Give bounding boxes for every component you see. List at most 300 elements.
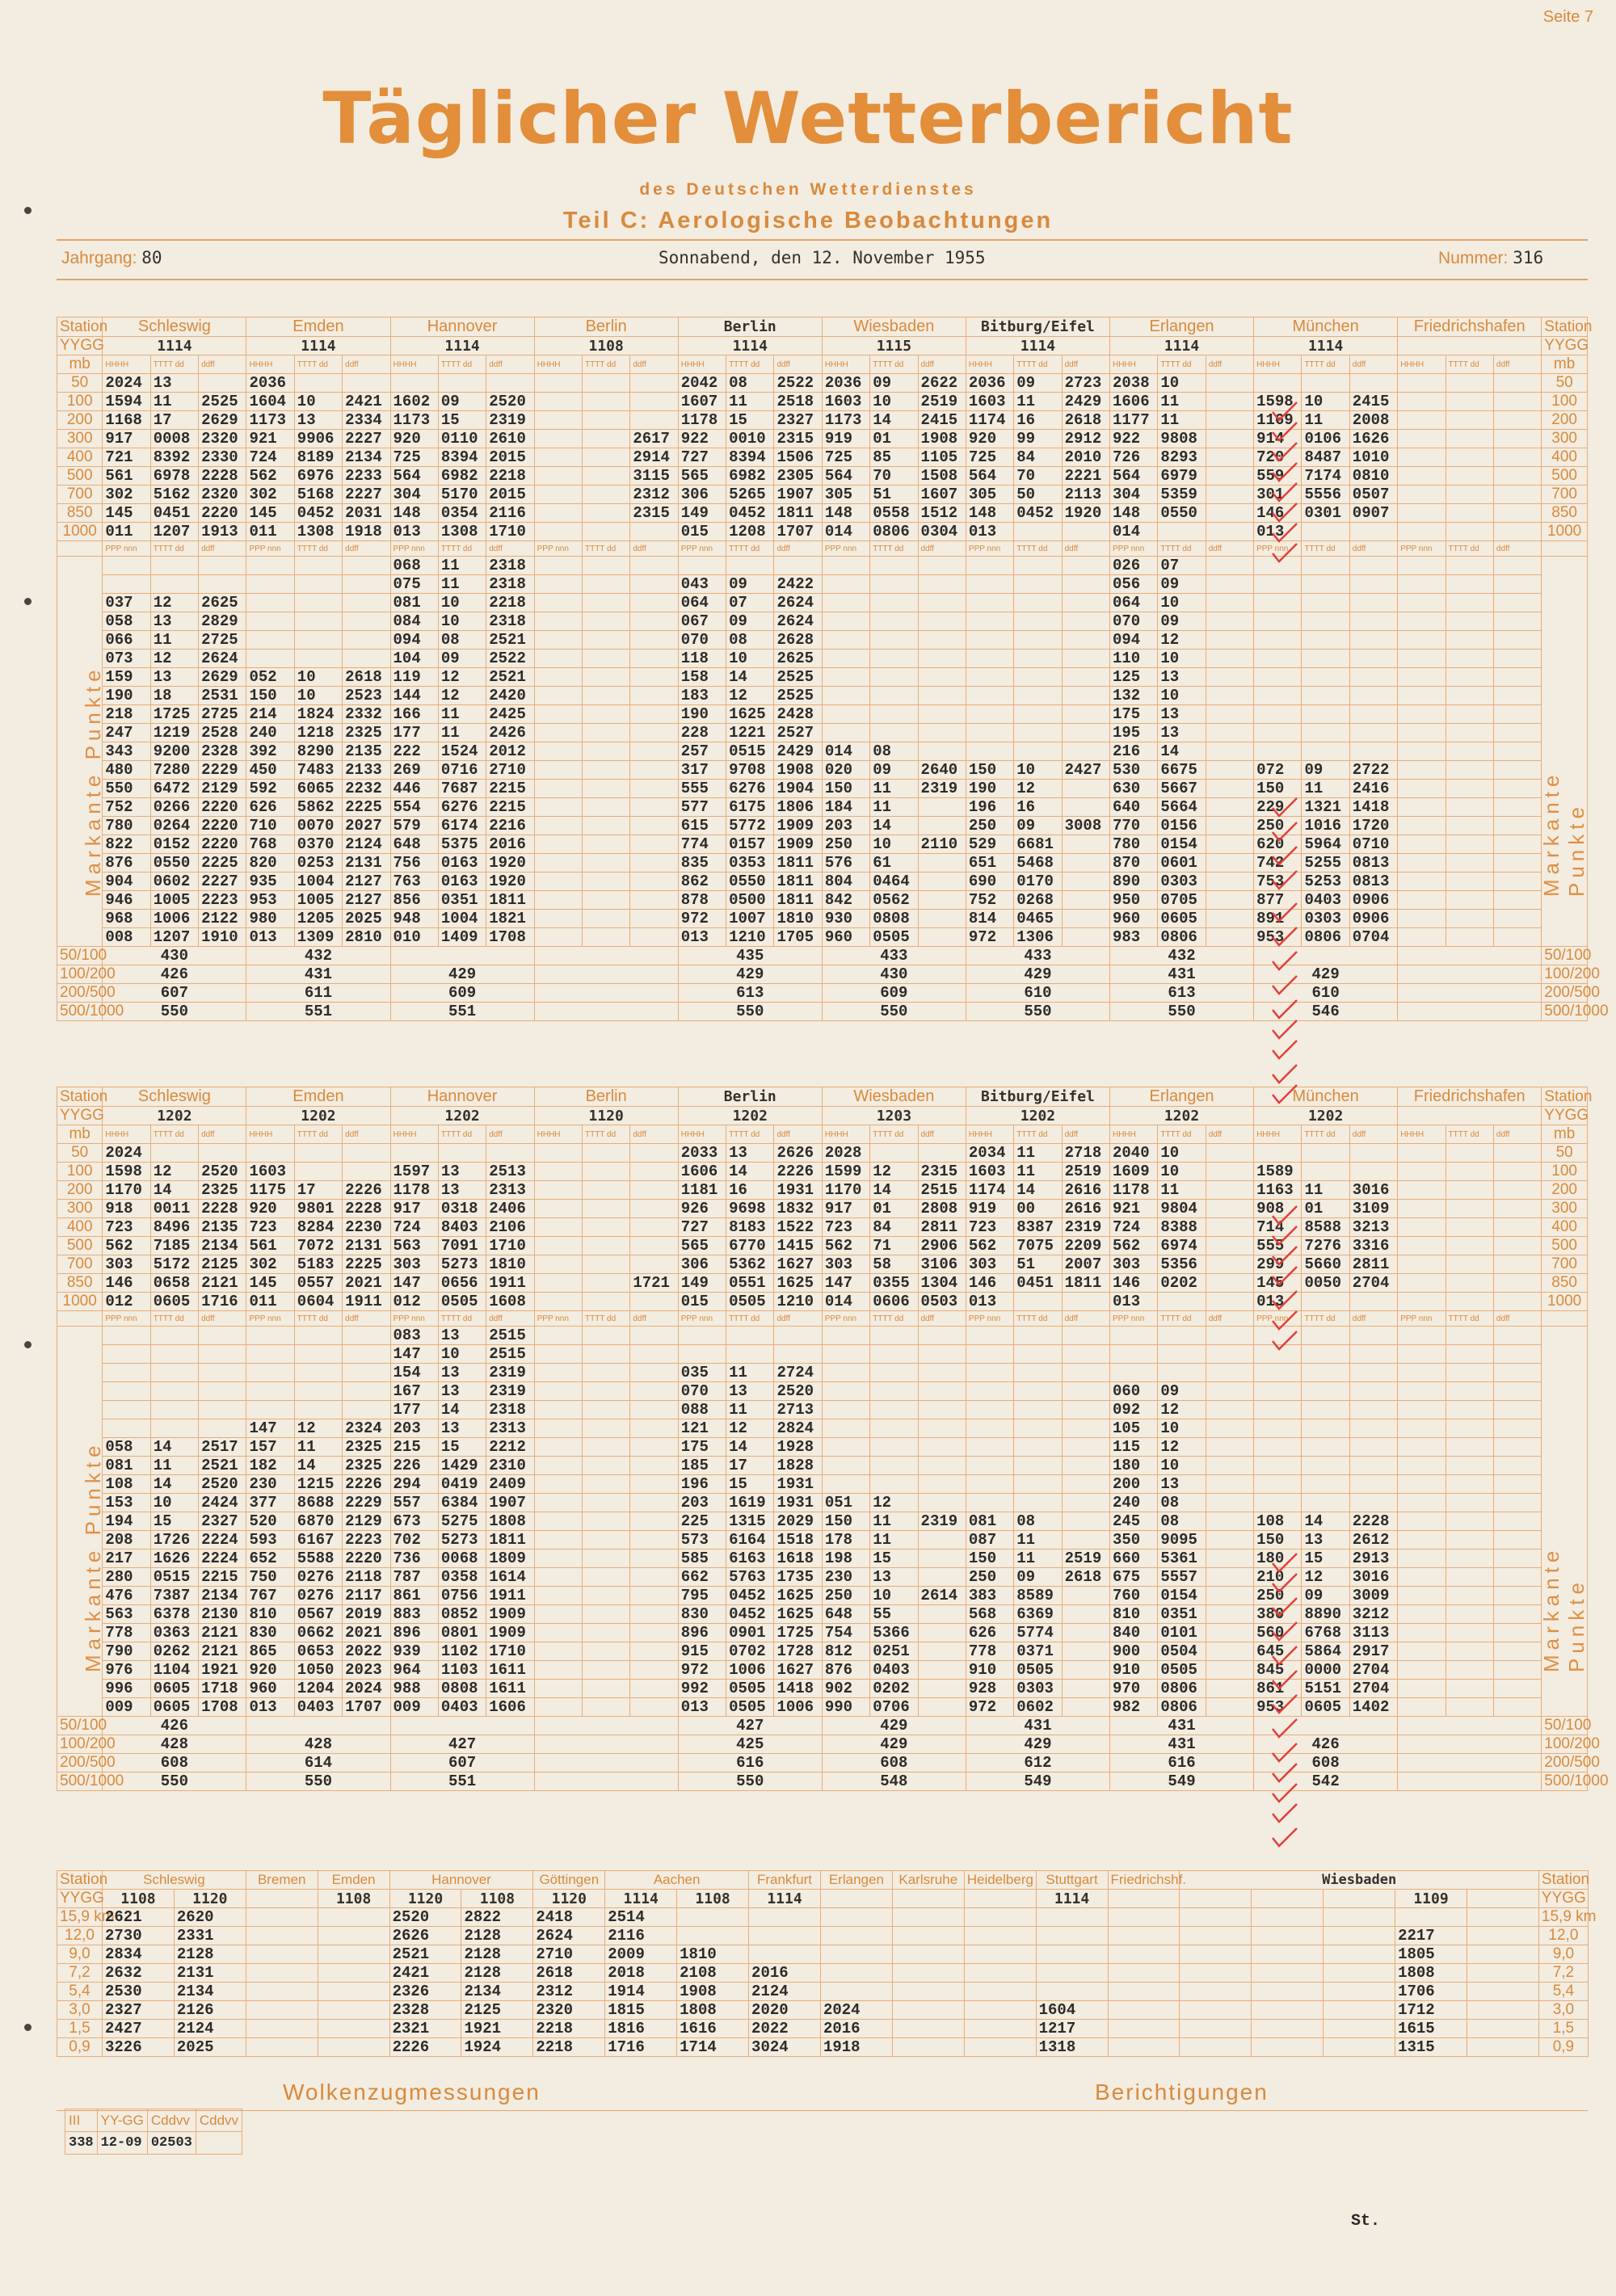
b1-cell: 922 [1109,430,1157,448]
b1-thick-cell: 429 [390,965,534,984]
b2-mp-cell: 11 [1014,1531,1062,1550]
b1-mp-cell: 11 [438,575,486,594]
wind-cell: 2108 [677,1964,749,1983]
b1-cell: 0106 [1302,430,1349,448]
b2-mp-cell: 250 [822,1587,869,1605]
b1-cell: 0558 [870,504,918,523]
wind-cell: 1714 [677,2038,749,2057]
wind-cell: 1315 [1395,2038,1467,2057]
b2-mp-cell: 8589 [1014,1587,1062,1605]
b1-mp-cell: 1221 [726,724,774,742]
b2-cell: 723 [966,1218,1013,1237]
b2-cell: 2024 [103,1144,150,1163]
b2-mp-cell: 15 [726,1475,774,1494]
b1-cell: 721 [103,448,150,467]
b2-thick-cell: 431 [1109,1717,1253,1735]
b2-cell: 2315 [918,1163,966,1181]
b2-thick-cell: 426 [103,1717,246,1735]
b1-cell: 2518 [774,393,822,411]
b1-cell: 0452 [726,504,774,523]
wind-level-r: 15,9 km [1538,1908,1588,1927]
b2-sub-h: HHHH [1109,1125,1157,1144]
b2-cell: 724 [1109,1218,1157,1237]
b1-mp-cell: 056 [1109,575,1157,594]
b2-sub-h: HHHH [390,1125,438,1144]
b1-thick-cell: 551 [246,1003,390,1021]
b2-cell: 562 [1109,1237,1157,1255]
b1-mp-cell: 250 [1254,817,1302,835]
b2-mp-cell: 14 [150,1438,198,1457]
b2-cell: 1811 [1062,1274,1109,1293]
b1-mp-cell: 6675 [1158,761,1206,780]
b1-mp-cell: 158 [678,668,726,687]
b2-mp-cell: 2409 [486,1475,534,1494]
b2-thick-cell: 550 [103,1772,246,1791]
b2-sub-h: HHHH [534,1125,582,1144]
b2-mp-cell: 2704 [1349,1680,1397,1698]
b2-sub-t2: TTTT dd [438,1311,486,1327]
b2-cell: 0202 [1158,1274,1206,1293]
b2-mp-cell: 2519 [1062,1550,1109,1568]
b2-mp-cell: 12 [1302,1568,1349,1587]
b2-mp-cell: 2212 [486,1438,534,1457]
b1-cell: 0806 [870,523,918,541]
b1-sub-t: TTTT dd [726,355,774,374]
b1-mp-cell: 12 [1014,780,1062,798]
b1-cell: 84 [1014,448,1062,467]
b2-mp-cell: 196 [678,1475,726,1494]
b2-mp-cell: 1907 [486,1494,534,1512]
b2-mp-cell: 2704 [1349,1661,1397,1680]
b1-level: 200 [57,411,103,430]
b2-cell: 1174 [966,1181,1013,1200]
b1-cell: 16 [1014,411,1062,430]
b2-mp-cell: 150 [966,1550,1013,1568]
b1-mp-cell: 2332 [343,705,390,724]
b2-mp-cell: 996 [103,1680,150,1698]
b1-mp-cell: 983 [1109,928,1157,947]
wind-cell: 2521 [389,1945,461,1964]
b1-cell: 2617 [630,430,678,448]
wind-cell: 2822 [461,1908,533,1927]
b1-mp-cell: 0465 [1014,910,1062,928]
b2-mp-cell: 09 [1302,1587,1349,1605]
b2-mp-cell: 08 [1014,1512,1062,1531]
b2-mp-cell: 11 [150,1457,198,1475]
b1-cell: 2429 [1062,393,1109,411]
b1-cell: 11 [150,393,198,411]
b1-mp-cell: 2625 [199,594,246,612]
b1-mp-cell: 09 [726,575,774,594]
jahrgang-value: 80 [141,248,162,267]
b2-mp-cell: 380 [1254,1605,1302,1624]
b1-mp-cell: 13 [1158,724,1206,742]
b2-sub-d: ddff [343,1125,390,1144]
b2-mp-cell: 150 [822,1512,869,1531]
wind-cell: 2125 [461,2001,533,2020]
b2-mp-cell: 13 [1158,1475,1206,1494]
check-mark-icon [1273,1000,1297,1018]
b1-mp-cell: 2135 [343,742,390,761]
b2-mp-cell: 2022 [343,1642,390,1661]
b2-mp-cell: 0756 [438,1587,486,1605]
b2-mp-cell: 2824 [774,1419,822,1438]
b2-cell: 2626 [774,1144,822,1163]
b2-sub-d: ddff [1062,1125,1109,1144]
b1-cell: 1169 [1254,411,1302,430]
b1-level-r: 100 [1542,393,1588,411]
b1-cell: 148 [822,504,869,523]
b2-cell: 0557 [294,1274,342,1293]
wind-cell: 2128 [461,1964,533,1983]
b2-mp-cell: 070 [678,1382,726,1401]
b2-mp-cell: 108 [103,1475,150,1494]
b1-mp-cell: 0808 [870,910,918,928]
b1-mp-cell: 08 [726,631,774,650]
b2-thick-cell: 608 [1254,1754,1398,1772]
b1-mp-cell: 2215 [486,798,534,817]
b1-sub-t: TTTT dd [1302,355,1349,374]
b1-mp-cell: 5468 [1014,854,1062,873]
b1-cell: 5556 [1302,486,1349,504]
b2-mp-cell: 0605 [150,1698,198,1717]
wind-cell: 2124 [749,1983,821,2001]
b2-mp-cell: 14 [726,1438,774,1457]
wind-station-12: Wiesbaden [1180,1871,1539,1890]
b2-mp-cell: 9095 [1158,1531,1206,1550]
b2-thick-cell: 431 [1109,1735,1253,1754]
b2-mp-cell: 175 [678,1438,726,1457]
b1-thick-label-r: 500/1000 [1542,1003,1588,1021]
b2-mp-cell: 2319 [918,1512,966,1531]
b1-station-label: Station [57,317,103,337]
b2-thick-cell: 427 [390,1735,534,1754]
b1-cell: 727 [678,448,726,467]
b1-cell: 920 [390,430,438,448]
b2-cell: 2616 [1062,1181,1109,1200]
b1-mp-cell: 0152 [150,835,198,854]
b2-cell: 1175 [246,1181,294,1200]
b1-mp-cell: 013 [246,928,294,947]
b2-mp-cell: 6384 [438,1494,486,1512]
wind-level: 1,5 [57,2020,103,2038]
b1-mp-cell: 2127 [343,891,390,910]
b1-station-2: Hannover [390,317,534,337]
check-mark-icon [1273,443,1297,460]
b2-cell: 1304 [918,1274,966,1293]
wind-cell: 2321 [389,2020,461,2038]
wind-cell: 2331 [174,1927,246,1945]
b2-mp-cell: 1429 [438,1457,486,1475]
b2-mp-cell: 830 [678,1605,726,1624]
b1-mp-cell: 7280 [150,761,198,780]
b1-mp-cell: 7483 [294,761,342,780]
b1-mp-cell: 067 [678,612,726,631]
b1-cell: 2024 [103,374,150,393]
b1-mp-cell: 008 [103,928,150,947]
b2-cell: 2225 [343,1255,390,1274]
b1-cell: 1177 [1109,411,1157,430]
b1-mp-cell: 1909 [774,835,822,854]
b2-sub-p: PPP nnn [966,1311,1013,1327]
b2-cell: 5660 [1302,1255,1349,1274]
b2-mp-cell: 2515 [486,1327,534,1345]
wind-cell: 2128 [174,1945,246,1964]
b1-sub-p: PPP nnn [103,541,150,557]
b2-mp-cell: 55 [870,1605,918,1624]
b2-station-1: Emden [246,1087,390,1107]
b2-station-label-r: Station [1542,1087,1588,1107]
b1-mp-cell: 13 [1158,668,1206,687]
wind-level-r: 5,4 [1538,1983,1588,2001]
b1-sub-t2: TTTT dd [1014,541,1062,557]
b1-sub-t: TTTT dd [1014,355,1062,374]
check-mark-icon [1273,463,1297,481]
b1-sub-d: ddff [1493,355,1541,374]
b2-cell: 2226 [343,1181,390,1200]
b1-cell: 70 [1014,467,1062,486]
b1-mp-cell: 2122 [199,910,246,928]
b1-sub-d: ddff [630,355,678,374]
b1-mp-cell: 09 [1158,612,1206,631]
b1-mp-cell: 0710 [1349,835,1397,854]
b1-mp-cell: 12 [150,594,198,612]
b1-mp-cell: 814 [966,910,1013,928]
b1-sub-p: PPP nnn [1398,541,1446,557]
b2-mp-cell: 563 [103,1605,150,1624]
b2-mp-cell: 2121 [199,1624,246,1642]
b2-cell: 147 [822,1274,869,1293]
b1-mp-cell: 1725 [150,705,198,724]
check-mark-icon [1273,1226,1297,1244]
b1-mp-cell: 953 [1254,928,1302,947]
b1-cell: 2134 [343,448,390,467]
b1-mp-cell: 16 [1014,798,1062,817]
b2-cell: 3213 [1349,1218,1397,1237]
wind-yygg-6: 1120 [533,1890,605,1908]
b2-mp-cell: 1618 [774,1550,822,1568]
b1-mp-cell: 753 [1254,873,1302,891]
w-h-iii: III [65,2109,98,2132]
wind-station-8: Karlsruhe [892,1871,964,1890]
check-mark-icon [1273,1267,1297,1285]
b1-mp-cell: 196 [966,798,1013,817]
b2-cell: 146 [1109,1274,1157,1293]
wind-cell: 1914 [605,1983,677,2001]
b1-mp-cell: 2426 [486,724,534,742]
b2-mp-cell: 795 [678,1587,726,1605]
b2-sub-p: PPP nnn [103,1311,150,1327]
b2-mp-cell: 0653 [294,1642,342,1661]
b2-mp-cell: 2515 [486,1345,534,1364]
b2-cell: 303 [103,1255,150,1274]
b1-mp-cell: 12 [438,687,486,705]
b2-yygg-label-r: YYGG [1542,1107,1588,1125]
b1-cell: 922 [678,430,726,448]
b2-cell: 8284 [294,1218,342,1237]
b2-mp-cell: 2327 [199,1512,246,1531]
b1-sub-p: PPP nnn [1109,541,1157,557]
b2-mp-cell: 09 [1158,1382,1206,1401]
check-mark-icon [1273,544,1297,561]
wind-cell: 2218 [533,2020,605,2038]
b2-mp-cell: 6768 [1302,1624,1349,1642]
b2-mp-cell: 812 [822,1642,869,1661]
b1-mp-cell: 10 [726,650,774,668]
b1-mp-cell: 1811 [774,854,822,873]
b1-mp-cell: 1524 [438,742,486,761]
b1-mp-cell: 1806 [774,798,822,817]
b1-mp-cell: 2722 [1349,761,1397,780]
wind-cell: 2618 [533,1964,605,1983]
b1-mp-cell: 190 [966,780,1013,798]
b2-cell: 2513 [486,1163,534,1181]
check-mark-icon [1273,423,1297,440]
b2-mp-cell: 2520 [774,1382,822,1401]
b2-mp-cell: 035 [678,1364,726,1382]
b1-mp-cell: 14 [1158,742,1206,761]
b1-mp-cell: 2428 [774,705,822,724]
b2-yygg-label: YYGG [57,1107,103,1125]
b1-mp-cell: 6472 [150,780,198,798]
b1-cell: 2116 [486,504,534,523]
b2-cell: 724 [390,1218,438,1237]
b2-sub-t2: TTTT dd [870,1311,918,1327]
b2-cell: 1603 [246,1163,294,1181]
b2-station-4: Berlin [678,1087,822,1107]
wolkenzug-title: Wolkenzugmessungen [283,2079,541,2105]
b2-sub-t: TTTT dd [294,1125,342,1144]
b2-thick-cell: 429 [822,1735,966,1754]
wind-cell: 1604 [1036,2001,1108,2020]
b1-cell: 302 [103,486,150,504]
b2-mp-cell: 0505 [1158,1661,1206,1680]
b1-mp-cell: 228 [678,724,726,742]
b2-sub-d2: ddff [1062,1311,1109,1327]
wind-level: 0,9 [57,2038,103,2057]
b1-cell: 11 [1158,411,1206,430]
b1-thick-cell: 550 [966,1003,1109,1021]
b1-cell: 011 [246,523,294,541]
b1-cell: 0451 [150,504,198,523]
b2-mp-cell: 1735 [774,1568,822,1587]
b2-cell: 303 [390,1255,438,1274]
b1-sub-d2: ddff [1206,541,1253,557]
b1-mp-cell: 094 [390,631,438,650]
b1-mp-cell: 09 [1158,575,1206,594]
b2-mp-cell: 0567 [294,1605,342,1624]
b1-thick-cell: 551 [390,1003,534,1021]
b1-cell: 10 [1158,374,1206,393]
b2-mp-cell: 0852 [438,1605,486,1624]
b1-mp-cell: 1720 [1349,817,1397,835]
b2-mp-cell: 087 [966,1531,1013,1550]
wind-cell: 2022 [749,2020,821,2038]
b2-mp-cell: 2023 [343,1661,390,1680]
b2-sub-p: PPP nnn [678,1311,726,1327]
b1-mp-cell: 10 [1158,650,1206,668]
wind-station-label: Station [57,1871,103,1890]
b1-mp-cell: 12 [150,650,198,668]
b2-cell: 11 [1302,1181,1349,1200]
b2-cell: 14 [870,1181,918,1200]
b1-cell: 011 [103,523,150,541]
b1-mp-cell: 13 [150,612,198,631]
wind-cell: 1615 [1395,2020,1467,2038]
b2-mp-cell: 240 [1109,1494,1157,1512]
b1-cell: 2218 [486,467,534,486]
b1-cell: 13 [150,374,198,393]
b2-cell: 1911 [486,1274,534,1293]
wind-yygg-5: 1108 [461,1890,533,1908]
b2-mp-cell: 0251 [870,1642,918,1661]
b1-mp-cell: 550 [103,780,150,798]
b2-cell: 2319 [1062,1218,1109,1237]
b2-mp-cell: 5763 [726,1568,774,1587]
b1-mp-cell: 159 [103,668,150,687]
markante-label-left-2: Markante Punkte [81,1440,105,1672]
b1-sub-t: TTTT dd [1158,355,1206,374]
b2-cell: 11 [1158,1181,1206,1200]
b2-cell: 17 [294,1181,342,1200]
b1-level-r: 300 [1542,430,1588,448]
b2-mp-cell: 2517 [199,1438,246,1457]
b1-cell: 5359 [1158,486,1206,504]
b1-mp-cell: 2325 [343,724,390,742]
wind-cell: 2128 [461,1945,533,1964]
b1-level-r: 500 [1542,467,1588,486]
b2-mp-cell: 476 [103,1587,150,1605]
b1-mp-cell: 020 [822,761,869,780]
b2-cell: 1178 [1109,1181,1157,1200]
b2-level: 300 [57,1200,103,1218]
b1-mp-cell: 2725 [199,705,246,724]
b1-cell: 2421 [343,393,390,411]
check-mark-icon [1273,402,1297,420]
b2-mp-cell: 2021 [343,1624,390,1642]
b1-cell: 1173 [390,411,438,430]
b2-mp-cell: 1708 [199,1698,246,1717]
b2-cell: 1716 [199,1293,246,1311]
b2-cell: 0605 [150,1293,198,1311]
b2-mp-cell: 0303 [1014,1680,1062,1698]
b1-mp-cell: 948 [390,910,438,928]
b2-mp-cell: 861 [1254,1680,1302,1698]
b1-thick-label: 200/500 [57,984,103,1003]
wind-cell: 2025 [174,2038,246,2057]
b1-mp-cell: 592 [246,780,294,798]
wind-cell: 1810 [677,1945,749,1964]
wind-cell: 2124 [174,2020,246,2038]
wind-level: 15,9 km [57,1908,103,1927]
b2-mp-cell: 645 [1254,1642,1302,1661]
b2-cell: 0318 [438,1200,486,1218]
b1-thick-cell: 429 [1254,965,1398,984]
b2-cell: 146 [966,1274,1013,1293]
b2-cell: 13 [726,1144,774,1163]
wind-cell: 2020 [749,2001,821,2020]
b1-sub-d2: ddff [1493,541,1541,557]
b1-mp-cell: 13 [1158,705,1206,724]
b1-mp-cell: 18 [150,687,198,705]
w-h-cddvv1: Cddvv [147,2109,196,2132]
b1-station-6: Bitburg/Eifel [966,317,1109,337]
b2-mp-cell: 14 [294,1457,342,1475]
b1-sub-h: HHHH [246,355,294,374]
b1-mp-cell: 12 [726,687,774,705]
b2-thick-cell: 429 [822,1717,966,1735]
b2-cell: 147 [390,1274,438,1293]
